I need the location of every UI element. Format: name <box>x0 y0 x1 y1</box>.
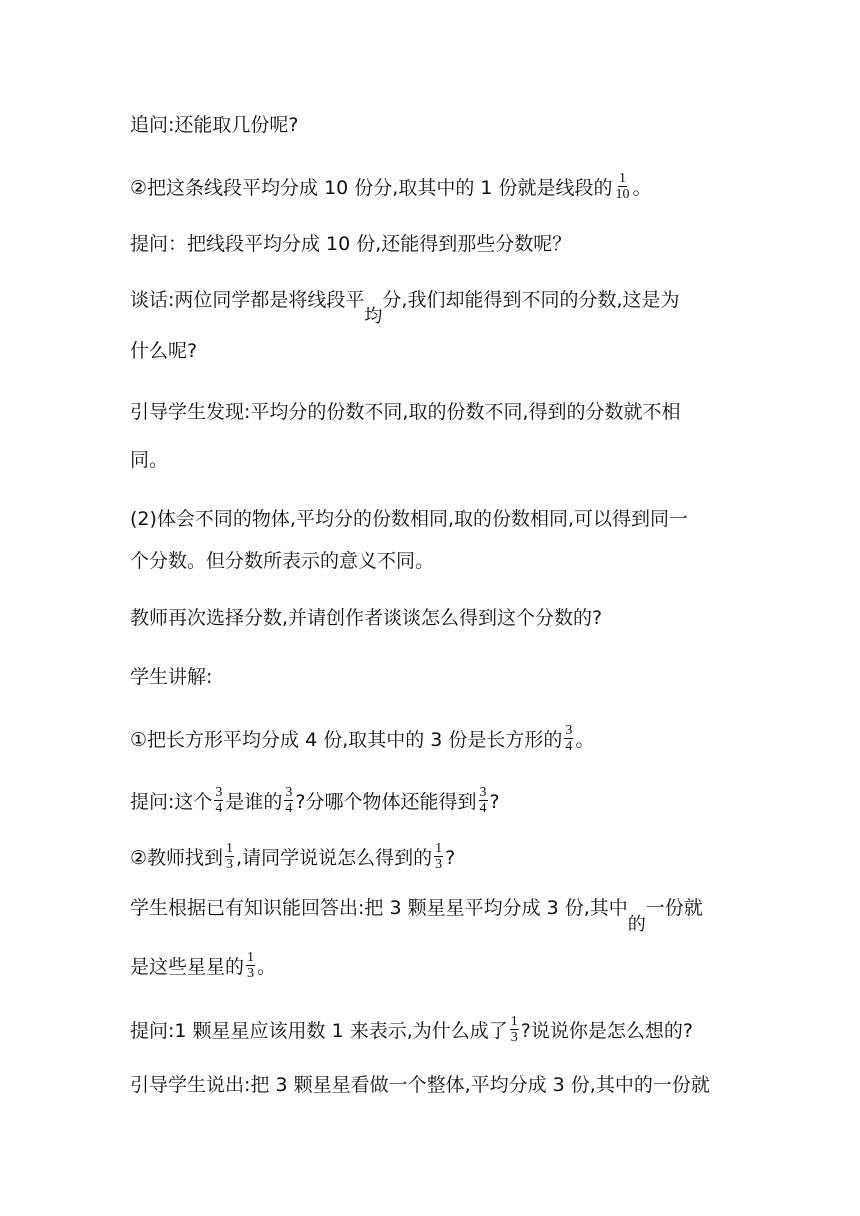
text: ①把长方形平均分成 4 份,取其中的 3 份是长方形的 <box>130 729 563 751</box>
text: 同。 <box>130 449 169 471</box>
text: 是谁的 <box>225 791 283 813</box>
paragraph-line <box>130 666 212 688</box>
fraction-denominator: 3 <box>435 857 443 872</box>
text: 。 <box>257 956 277 978</box>
text: ? <box>489 791 500 813</box>
fraction-one-tenth <box>615 171 631 202</box>
fraction-numerator: 1 <box>619 171 626 186</box>
paragraph-line <box>130 233 571 255</box>
paragraph-line <box>130 841 456 872</box>
paragraph-line <box>130 114 299 136</box>
paragraph-line <box>130 289 680 327</box>
fraction-denominator: 4 <box>479 801 487 816</box>
text: 引导学生说出:把 3 颗星星看做一个整体,平均分成 3 份,其中的一份就 <box>130 1074 710 1096</box>
text: ?分哪个物体还能得到 <box>295 791 477 813</box>
paragraph-line <box>130 1014 693 1045</box>
text: (2)体会不同的物体,平均分的份数相同,取的份数相同,可以得到同一 <box>130 508 689 530</box>
paragraph-line <box>130 449 168 471</box>
paragraph-line <box>130 607 602 629</box>
fraction-numerator: 3 <box>565 723 573 738</box>
text: 提问:1 颗星星应该用数 1 来表示,为什么成了 <box>130 1020 508 1042</box>
fraction-denominator: 3 <box>247 966 255 981</box>
paragraph-line <box>130 897 703 935</box>
text: 引导学生发现:平均分的份数不同,取的份数不同,得到的分数就不相 <box>130 401 681 423</box>
fraction-numerator: 1 <box>435 841 443 856</box>
fraction-denominator: 10 <box>615 187 630 202</box>
fraction-three-quarters <box>214 785 223 816</box>
paragraph-line <box>130 723 595 754</box>
paragraph-line <box>130 508 688 530</box>
text: ?说说你是怎么想的? <box>520 1020 693 1042</box>
fraction-one-third <box>246 950 255 981</box>
fraction-denominator: 3 <box>226 857 234 872</box>
text: 是这些星星的 <box>130 956 245 978</box>
fraction-denominator: 4 <box>565 739 573 754</box>
fraction-one-third <box>434 841 443 872</box>
text: 。 <box>632 177 652 199</box>
paragraph-line <box>130 171 652 202</box>
text: 学生根据已有知识能回答出:把 3 颗星星平均分成 3 份,其中 <box>130 897 628 919</box>
fraction-numerator: 3 <box>215 785 223 800</box>
paragraph-line <box>130 785 500 816</box>
text: 什么呢? <box>130 340 198 362</box>
text: 提问：把线段平均分成 10 份,还能得到那些分数呢？ <box>130 233 572 255</box>
text: ②教师找到 <box>130 847 224 869</box>
text: ,请同学说说怎么得到的 <box>236 847 433 869</box>
fraction-three-quarters <box>564 723 573 754</box>
text: 谈话:两位同学都是将线段平 <box>130 289 365 311</box>
paragraph-line <box>130 401 680 423</box>
text: 教师再次选择分数,并请创作者谈谈怎么得到这个分数的? <box>130 607 603 629</box>
fraction-numerator: 1 <box>510 1014 518 1029</box>
fraction-denominator: 4 <box>285 801 293 816</box>
paragraph-line <box>130 1074 710 1096</box>
text: 分,我们却能得到不同的分数,这是为 <box>382 289 680 311</box>
subscript-char: 均 <box>364 306 383 327</box>
subscript-char: 的 <box>627 914 646 935</box>
fraction-denominator: 4 <box>215 801 223 816</box>
fraction-one-third <box>225 841 234 872</box>
text: ? <box>445 847 456 869</box>
paragraph-line <box>130 950 277 981</box>
fraction-denominator: 3 <box>510 1030 518 1045</box>
text: 学生讲解: <box>130 666 213 688</box>
text: ②把这条线段平均分成 10 份分,取其中的 1 份就是线段的 <box>130 177 613 199</box>
text: 。 <box>575 729 595 751</box>
text: 一份就 <box>645 897 703 919</box>
paragraph-line <box>130 340 197 362</box>
fraction-numerator: 3 <box>285 785 293 800</box>
paragraph-line <box>130 550 434 572</box>
fraction-three-quarters <box>479 785 488 816</box>
text: 提问:这个 <box>130 791 213 813</box>
fraction-one-third <box>510 1014 519 1045</box>
fraction-three-quarters <box>284 785 293 816</box>
text: 追问:还能取几份呢? <box>130 114 299 136</box>
text: 个分数。但分数所表示的意义不同。 <box>130 550 435 572</box>
fraction-numerator: 1 <box>247 950 255 965</box>
fraction-numerator: 1 <box>226 841 234 856</box>
fraction-numerator: 3 <box>479 785 487 800</box>
